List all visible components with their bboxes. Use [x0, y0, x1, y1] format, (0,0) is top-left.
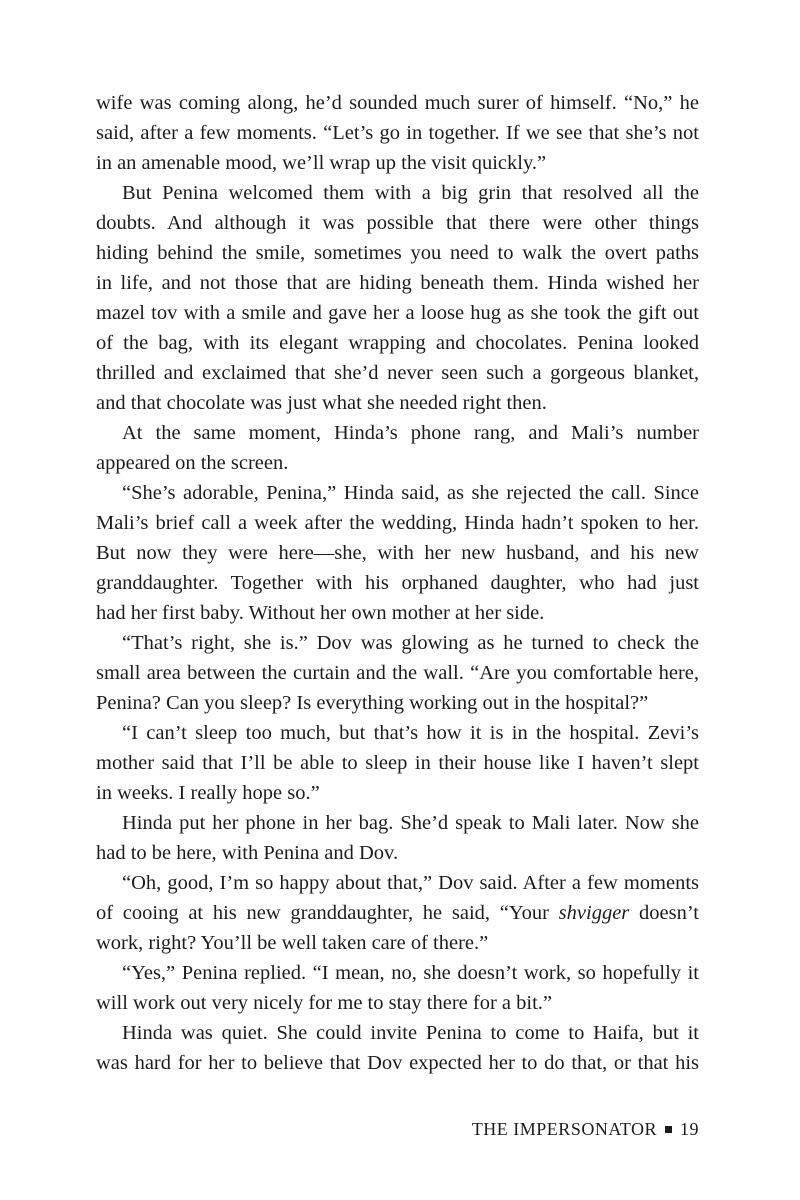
- text-run: Penina? Can you sleep? Is everything working out in the hospital?”: [96, 692, 649, 714]
- text-line: [96, 328, 699, 358]
- text-line: [96, 598, 699, 628]
- text-line: [96, 838, 699, 868]
- text-line: [96, 508, 699, 538]
- text-line: [96, 628, 699, 658]
- text-line: [96, 208, 699, 238]
- text-run: in weeks. I really hope so.”: [96, 782, 320, 804]
- footer-book-title: THE IMPERSONATOR: [471, 1119, 657, 1139]
- text-run: But Penina welcomed them with a big grin that resolved all the: [122, 182, 699, 204]
- text-run: appeared on the screen.: [96, 452, 289, 474]
- text-run: mazel tov with a smile and gave her a loose hug as she took the gift out: [96, 302, 699, 324]
- text-run: granddaughter. Together with his orphaned daughter, who had just: [96, 572, 699, 594]
- text-line: [96, 898, 699, 928]
- text-line: [96, 1048, 699, 1078]
- text-line: [96, 568, 699, 598]
- text-run: and that chocolate was just what she needed right then.: [96, 392, 547, 414]
- text-run: “She’s adorable, Penina,” Hinda said, as she rejected the call. Since: [122, 482, 699, 504]
- text-run: had her first baby. Without her own mother at her side.: [96, 602, 545, 624]
- text-line: [96, 958, 699, 988]
- text-line: [96, 358, 699, 388]
- text-line: [96, 118, 699, 148]
- text-run: “Oh, good, I’m so happy about that,” Dov said. After a few moments: [122, 872, 699, 894]
- text-line: [96, 388, 699, 418]
- text-line: [96, 808, 699, 838]
- text-line: [96, 538, 699, 568]
- square-bullet-icon: [665, 1126, 672, 1133]
- text-run: in an amenable mood, we’ll wrap up the visit quickly.”: [96, 152, 547, 174]
- text-line: [96, 778, 699, 808]
- text-run: At the same moment, Hinda’s phone rang, and Mali’s number: [122, 422, 699, 444]
- text-run: small area between the curtain and the wall. “Are you comfortable here,: [96, 662, 699, 684]
- text-line: [96, 928, 699, 958]
- text-line: [96, 658, 699, 688]
- text-line: [96, 478, 699, 508]
- running-footer: [96, 1117, 699, 1141]
- text-line: [96, 148, 699, 178]
- body-text: [96, 88, 699, 1078]
- text-run: doesn’t: [629, 902, 699, 924]
- text-line: [96, 718, 699, 748]
- text-run: in life, and not those that are hiding beneath them. Hinda wished her: [96, 272, 699, 294]
- text-line: [96, 1018, 699, 1048]
- text-line: [96, 268, 699, 298]
- text-run: work, right? You’ll be well taken care of there.”: [96, 932, 489, 954]
- text-run: thrilled and exclaimed that she’d never seen such a gorgeous blanket,: [96, 362, 699, 384]
- text-run: of the bag, with its elegant wrapping and chocolates. Penina looked: [96, 332, 699, 354]
- text-run: had to be here, with Penina and Dov.: [96, 842, 399, 864]
- text-run: of cooing at his new granddaughter, he said, “Your: [96, 902, 559, 924]
- text-line: [96, 88, 699, 118]
- text-run: “That’s right, she is.” Dov was glowing as he turned to check the: [122, 632, 699, 654]
- text-line: [96, 688, 699, 718]
- text-line: [96, 988, 699, 1018]
- text-run: mother said that I’ll be able to sleep in their house like I haven’t slept: [96, 752, 699, 774]
- text-line: [96, 448, 699, 478]
- text-run: said, after a few moments. “Let’s go in together. If we see that she’s not: [96, 122, 699, 144]
- text-line: [96, 238, 699, 268]
- text-line: [96, 178, 699, 208]
- text-run: doubts. And although it was possible that there were other things: [96, 212, 699, 234]
- text-run: was hard for her to believe that Dov expected her to do that, or that his: [96, 1052, 699, 1074]
- text-run-italic: shvigger: [558, 902, 630, 924]
- text-run: “Yes,” Penina replied. “I mean, no, she doesn’t work, so hopefully it: [122, 962, 699, 984]
- text-run: But now they were here—she, with her new husband, and his new: [96, 542, 699, 564]
- text-run: Hinda put her phone in her bag. She’d speak to Mali later. Now she: [122, 812, 699, 834]
- text-run: wife was coming along, he’d sounded much surer of himself. “No,” he: [96, 92, 699, 114]
- text-run: hiding behind the smile, sometimes you need to walk the overt paths: [96, 242, 699, 264]
- text-run: will work out very nicely for me to stay there for a bit.”: [96, 992, 552, 1014]
- text-run: Mali’s brief call a week after the wedding, Hinda hadn’t spoken to her.: [96, 512, 699, 534]
- footer-page-number: 19: [680, 1119, 699, 1139]
- text-line: [96, 418, 699, 448]
- text-line: [96, 748, 699, 778]
- text-line: [96, 298, 699, 328]
- text-line: [96, 868, 699, 898]
- text-run: “I can’t sleep too much, but that’s how it is in the hospital. Zevi’s: [122, 722, 699, 744]
- text-run: Hinda was quiet. She could invite Penina to come to Haifa, but it: [122, 1022, 699, 1044]
